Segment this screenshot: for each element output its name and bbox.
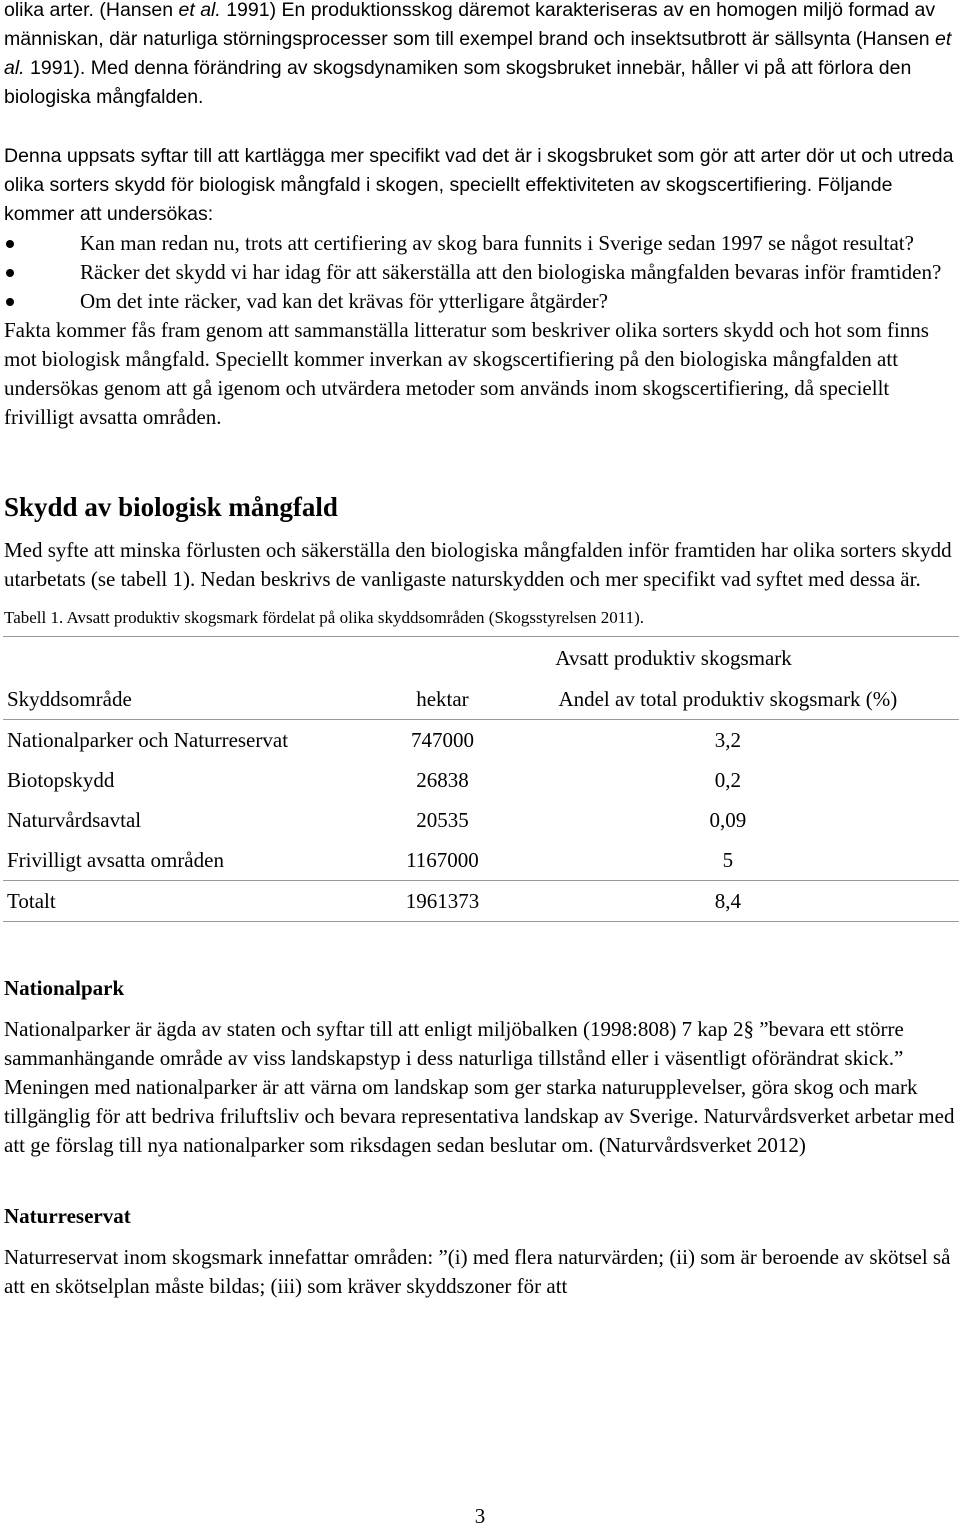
table-total-row xyxy=(3,881,959,922)
spacer xyxy=(4,1160,956,1202)
intro-citation-etal-1: et al. xyxy=(178,0,221,21)
cell-hectare: 1961373 xyxy=(388,881,497,922)
intro-text-b: 1991) En produktionsskog däremot karakteriseras av en homogen miljö formad av människan, där naturliga störningsprocesser som till exempel brand och insektsutbrott är sällsynta (Hansen xyxy=(4,0,936,50)
question-list xyxy=(4,229,956,316)
section-heading-skydd: Skydd av biologisk mångfald xyxy=(4,492,338,522)
nationalpark-paragraph: Nationalparker är ägda av staten och syftar till att enligt miljöbalken (1998:808) 7 kap 2§ ”bevara ett större sammanhängande område av viss landskapstyp i dess naturliga tillstånd eller i väsentligt oförändrat skick.” Meningen med nationalparker är att värna om landskap som ger starka naturupplevelser, göra skog och mark tillgänglig för att bedriva friluftsliv och bevara representativa landskap av Sverige. Naturvårdsverket arbetar med att ge förslag till nya nationalparker som riksdagen sedan beslutar om. (Naturvårdsverket 2012) xyxy=(4,1017,955,1157)
bullet-icon xyxy=(6,269,14,277)
cell-share: 8,4 xyxy=(497,881,959,922)
column-header-share: Andel av total produktiv skogsmark (%) xyxy=(558,686,898,711)
table-caption: Tabell 1. Avsatt produktiv skogsmark fördelat på olika skyddsområden (Skogsstyrelsen 2011). xyxy=(4,608,644,627)
intro-paragraph xyxy=(4,0,956,112)
cell-area: Nationalparker och Naturreservat xyxy=(3,720,388,761)
question-3: Om det inte räcker, vad kan det krävas för ytterligare åtgärder? xyxy=(80,289,608,313)
bullet-icon xyxy=(6,298,14,306)
cell-hectare: 20535 xyxy=(416,807,469,832)
table-header-row xyxy=(3,679,959,720)
cell-hectare: 1167000 xyxy=(406,847,479,872)
cell-area: Naturvårdsavtal xyxy=(7,807,142,832)
intro-citation-etal-2: et al. xyxy=(4,28,952,79)
table-row xyxy=(3,840,959,881)
table-row xyxy=(3,720,959,761)
cell-share: 3,2 xyxy=(497,720,959,761)
spacer xyxy=(4,922,956,974)
list-item xyxy=(4,258,956,287)
bullet-icon xyxy=(6,240,14,248)
cell-share: 0,09 xyxy=(709,807,747,832)
protection-table xyxy=(3,636,959,922)
cell-area: Biotopskydd xyxy=(7,767,115,792)
intro-text-c: 1991). Med denna förändring av skogsdynamiken som skogsbruket innebär, håller vi på att förlora den biologiska mångfalden. xyxy=(4,57,912,108)
cell-hectare: 26838 xyxy=(416,767,469,792)
table-group-spacer xyxy=(3,637,388,680)
page-number: 3 xyxy=(474,1504,486,1528)
table-group-header-row xyxy=(3,637,959,680)
cell-share: 0,2 xyxy=(714,767,741,792)
cell-area: Totalt xyxy=(3,881,388,922)
section-heading-naturreservat: Naturreservat xyxy=(4,1204,131,1228)
list-item xyxy=(4,287,956,316)
cell-area: Frivilligt avsatta områden xyxy=(7,847,224,872)
column-header-area: Skyddsområde xyxy=(7,686,132,711)
question-1: Kan man redan nu, trots att certifiering av skog bara funnits i Sverige sedan 1997 se något resultat? xyxy=(80,231,914,255)
intro-text-a: olika arter. (Hansen xyxy=(4,0,179,21)
table-group-header: Avsatt produktiv skogsmark xyxy=(388,637,959,680)
column-header-hectare: hektar xyxy=(416,686,469,711)
document-page xyxy=(4,0,956,1301)
table-row xyxy=(3,800,959,840)
cell-share: 5 xyxy=(722,847,734,872)
purpose-text: Denna uppsats syftar till att kartlägga mer specifikt vad det är i skogsbruket som gör att arter dör ut och utreda olika sorters skydd för biologisk mångfald i skogen, speciellt effektiviteten av skogscertifiering. xyxy=(4,145,954,196)
naturreservat-paragraph: Naturreservat inom skogsmark innefattar områden: ”(i) med flera naturvärden; (ii) som är beroende av skötsel så att en skötselplan måste bildas; (iii) som kräver skyddszoner för att xyxy=(4,1245,951,1298)
method-paragraph: Fakta kommer fås fram genom att sammanställa litteratur som beskriver olika sorters skydd och hot som finns mot biologisk mångfald. Speciellt kommer inverkan av skogscertifiering på den biologiska mångfalden att undersökas genom att gå igenom och utvärdera metoder som används inom skogscertifiering, då speciellt frivilligt avsatta områden. xyxy=(4,318,929,429)
questions-intro: Följande kommer att undersökas: xyxy=(4,174,893,225)
table-row xyxy=(3,760,959,800)
skydd-paragraph: Med syfte att minska förlusten och säkerställa den biologiska mångfalden inför framtiden har olika sorters skydd utarbetats (se tabell 1). Nedan beskrivs de vanligaste naturskydden och mer specifikt vad syftet med dessa är. xyxy=(4,538,952,591)
purpose-paragraph xyxy=(4,142,956,229)
cell-hectare: 747000 xyxy=(388,720,497,761)
list-item xyxy=(4,229,956,258)
section-heading-nationalpark: Nationalpark xyxy=(4,976,125,1000)
question-2: Räcker det skydd vi har idag för att säkerställa att den biologiska mångfalden bevaras inför framtiden? xyxy=(80,260,942,284)
